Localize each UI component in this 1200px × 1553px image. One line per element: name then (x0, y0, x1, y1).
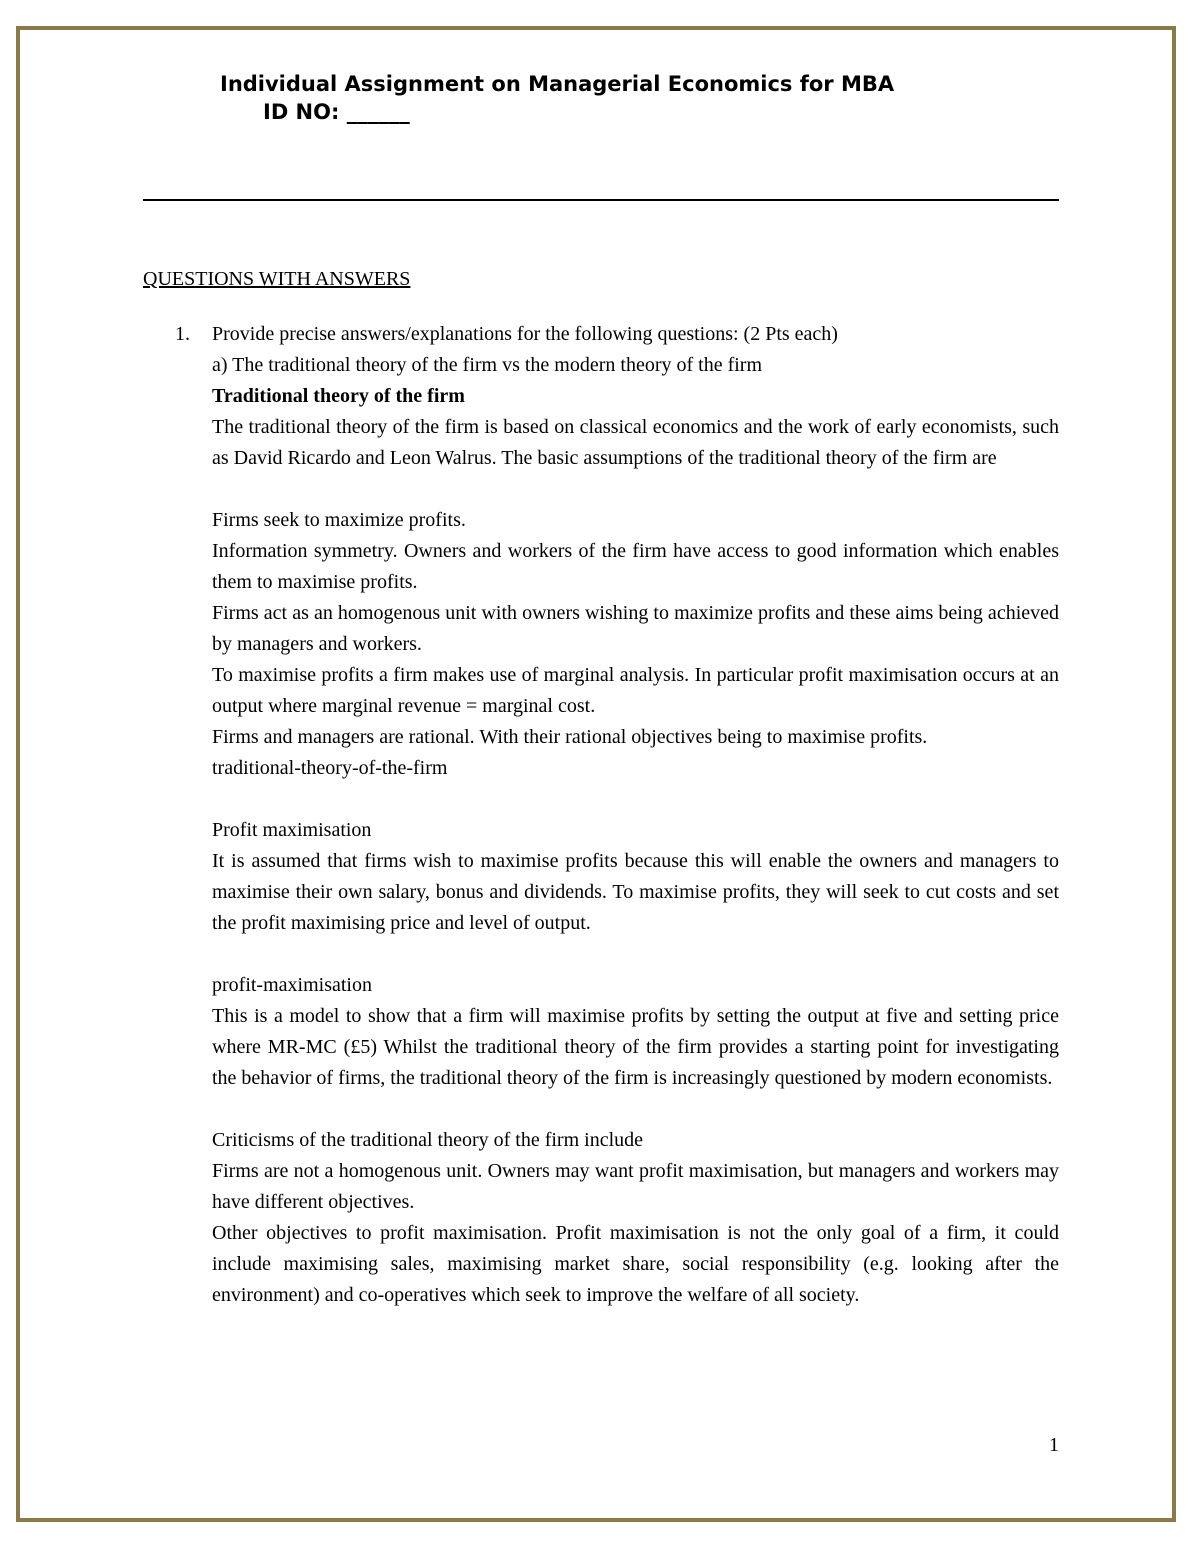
intro-paragraph: The traditional theory of the firm is based on classical economics and the work of early economists, such as David Ricardo and Leon Walrus. The basic assumptions of the traditional theory of the firm are (212, 416, 1059, 469)
profit-paragraph: It is assumed that firms wish to maximise profits because this will enable the owners and managers to maximise their own salary, bonus and dividends. To maximise profits, they will seek to cut costs and set the profit maximising price and level of output. (212, 850, 1059, 934)
document-title: Individual Assignment on Managerial Economics for MBA (220, 72, 895, 96)
spacer (212, 1094, 1059, 1125)
profit-heading: Profit maximisation (212, 819, 372, 841)
spacer (212, 474, 1059, 505)
image-caption: traditional-theory-of-the-firm (212, 757, 448, 779)
question-number: 1. (175, 323, 190, 345)
section-heading: QUESTIONS WITH ANSWERS (143, 268, 411, 290)
id-number-line: ID NO: ______ (263, 100, 410, 124)
spacer (212, 939, 1059, 970)
criticisms-heading: Criticisms of the traditional theory of the firm include (212, 1129, 644, 1151)
model-paragraph: This is a model to show that a firm will maximise profits by setting the output at five and setting price where MR-MC (£5) Whilst the traditional theory of the firm provides a starting point for investigating the behavior of firms, the traditional theory of the firm is increasingly questioned by modern economists. (212, 1005, 1059, 1089)
assumption-item: To maximise profits a firm makes use of marginal analysis. In particular profit maximisation occurs at an output where marginal revenue = marginal cost. (212, 664, 1059, 717)
question-part-a: a) The traditional theory of the firm vs the modern theory of the firm (212, 354, 763, 376)
criticism-item: Firms are not a homogenous unit. Owners may want profit maximisation, but managers and workers may have different objectives. (212, 1160, 1059, 1213)
spacer (212, 784, 1059, 815)
question-text: Provide precise answers/explanations for the following questions: (2 Pts each) (212, 323, 838, 345)
horizontal-rule (143, 199, 1059, 201)
answer-subheading: Traditional theory of the firm (212, 385, 465, 407)
answer-body (212, 319, 1059, 1311)
assumption-item: Firms seek to maximize profits. (212, 509, 466, 531)
assumption-item: Information symmetry. Owners and workers of the firm have access to good information which enables them to maximise profits. (212, 540, 1059, 593)
assumption-item: Firms act as an homogenous unit with owners wishing to maximize profits and these aims being achieved by managers and workers. (212, 602, 1059, 655)
page-number: 1 (1049, 1434, 1059, 1456)
model-heading: profit-maximisation (212, 974, 372, 996)
assumption-item: Firms and managers are rational. With their rational objectives being to maximise profits. (212, 726, 928, 748)
criticism-item: Other objectives to profit maximisation. Profit maximisation is not the only goal of a firm, it could include maximising sales, maximising market share, social responsibility (e.g. looking after the environment) and co-operatives which seek to improve the welfare of all society. (212, 1222, 1059, 1306)
